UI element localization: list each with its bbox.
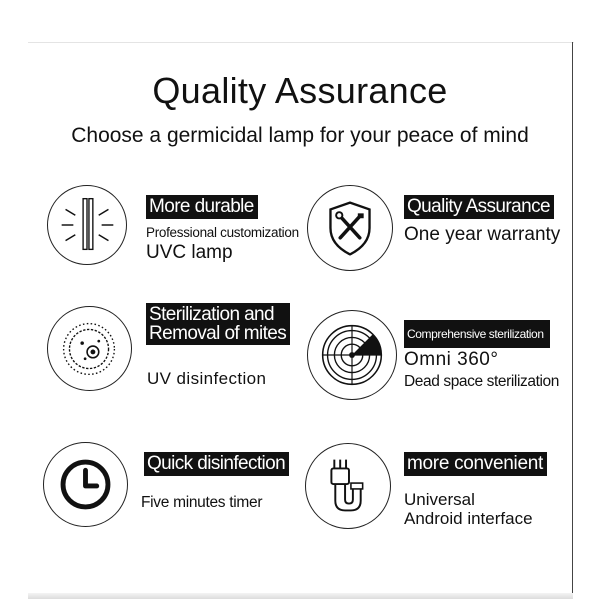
- feature-desc-line2: Dead space sterilization: [404, 373, 559, 390]
- feature-desc-line2: Android interface: [404, 509, 533, 528]
- feature-desc-line1: One year warranty: [404, 224, 561, 245]
- frame-top-line: [28, 42, 574, 43]
- feature-desc-line1: Five minutes timer: [141, 494, 263, 511]
- page-title: Quality Assurance: [152, 70, 448, 111]
- feature-desc-line1: Professional customization: [146, 225, 299, 240]
- uvc-lamp-icon: [47, 185, 127, 265]
- frame-bottom-shadow: [28, 593, 573, 599]
- feature-label: more convenient: [404, 452, 547, 476]
- feature-desc-line1: UV disinfection: [147, 369, 267, 388]
- feature-label: Quick disinfection: [144, 452, 289, 476]
- usb-cable-icon: [305, 443, 391, 529]
- clock-icon: [43, 442, 128, 527]
- feature-label: Quality Assurance: [404, 195, 554, 219]
- feature-desc-line2: UVC lamp: [146, 242, 233, 263]
- feature-desc-line1: Omni 360°: [404, 349, 499, 370]
- feature-label: Comprehensive sterilization: [404, 320, 550, 348]
- feature-label: More durable: [146, 195, 258, 219]
- radar-icon: [307, 310, 397, 400]
- shield-tools-icon: [307, 185, 393, 271]
- page-subtitle: Choose a germicidal lamp for your peace of mind: [71, 124, 529, 147]
- mite-icon: [47, 306, 132, 391]
- feature-desc-line1: Universal: [404, 490, 475, 509]
- feature-label: Sterilization and Removal of mites: [146, 303, 290, 345]
